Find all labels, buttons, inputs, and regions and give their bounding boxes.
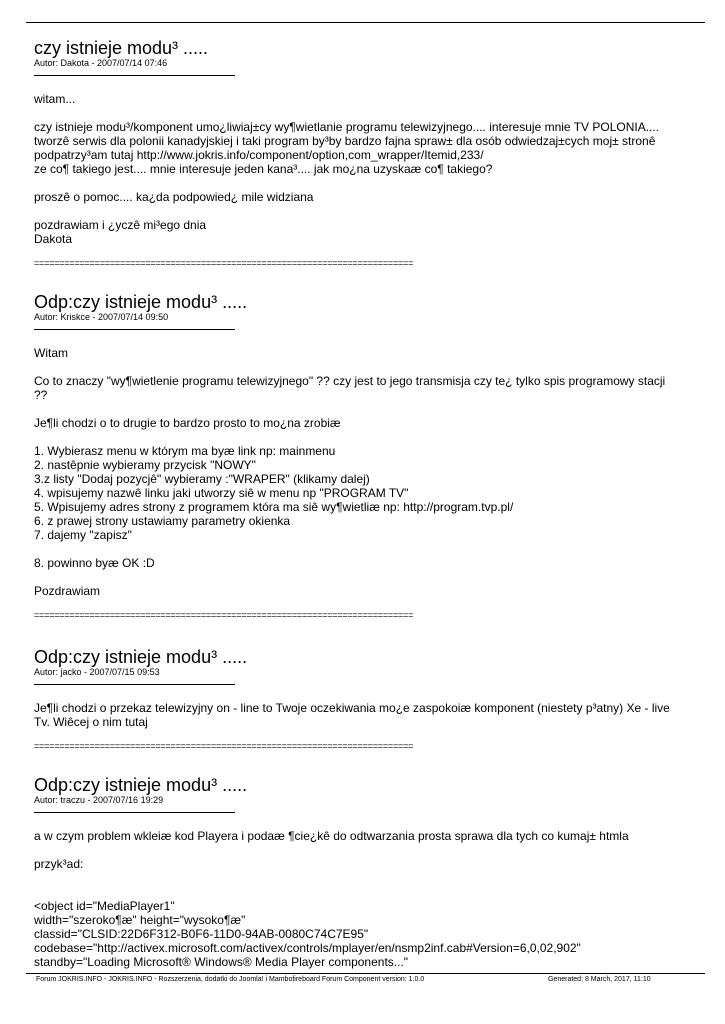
post-paragraph: witam... <box>34 92 76 106</box>
post-paragraph: Witam <box>34 346 68 360</box>
post-author-date: Autor: Dakota - 2007/07/14 07:46 <box>34 58 168 68</box>
post-paragraph: pozdrawiam i ¿yczê mi³ego dnia Dakota <box>34 218 207 246</box>
meta-divider <box>34 329 235 330</box>
header-rule <box>26 22 705 23</box>
post-separator: =========================================================================== <box>34 741 414 751</box>
post-separator: =========================================================================== <box>34 258 414 268</box>
post-author-date: Autor: Kriskce - 2007/07/14 09:50 <box>34 312 169 322</box>
forum-post <box>34 292 694 620</box>
post-title: Odp:czy istnieje modu³ ..... <box>34 292 248 312</box>
footer-source: Forum JOKRIS.INFO - JOKRIS.INFO - Rozszerzenia, dodatki do Joomla! i Mambofireboard Forum Component version: 1.0.0 <box>36 976 425 983</box>
forum-post <box>34 38 694 268</box>
meta-divider <box>34 75 235 76</box>
forum-post <box>34 647 694 751</box>
meta-divider <box>34 812 235 813</box>
footer-generated-date: Generated: 8 March, 2017, 11:10 <box>548 976 651 983</box>
post-paragraph: Co to znaczy "wy¶wietlenie programu telewizyjnego" ?? czy jest to jego transmisja czy te¿ tylko spis programowy stacji ?? <box>34 374 666 402</box>
post-paragraph: 8. powinno byæ OK :D <box>34 556 155 570</box>
code-snippet: <object id="MediaPlayer1" width="szeroko¶æ" height="wysoko¶æ" classid="CLSID:22D6F312-B0F6-11D0-94AB-0080C74C7E95" codebase="http://activex.microsoft.com/activex/controls/mplayer/en/nsmp2inf.cab#Version=6,0,02,902" standby="Loading Microsoft® Windows® Media Player components..." <box>34 899 581 969</box>
post-paragraph: proszê o pomoc.... ka¿da podpowied¿ mile widziana <box>34 190 314 204</box>
post-paragraph: Je¶li chodzi o to drugie to bardzo prosto to mo¿na zrobiæ <box>34 416 341 430</box>
post-paragraph: a w czym problem wkleiæ kod Playera i podaæ ¶cie¿kê do odtwarzania prosta sprawa dla tych co kumaj± htmla <box>34 829 629 843</box>
post-paragraph: czy istnieje modu³/komponent umo¿liwiaj±cy wy¶wietlanie programu telewizyjnego.... interesuje mnie TV POLONIA.... tworzê serwis dla polonii kanadyjskiej i taki program by³by bardzo fajna spraw± dla osób odwiedzaj±cych moj± stronê podpatrzy³am tutaj http://www.jokris.info/component/option,com_wrapper/Itemid,233/ ze co¶ takiego jest.... mnie interesuje jeden kana³.... jak mo¿na uzyskaæ co¶ takiego? <box>34 120 660 176</box>
post-paragraph: Pozdrawiam <box>34 584 101 598</box>
post-paragraph: 1. Wybierasz menu w którym ma byæ link np: mainmenu 2. nastêpnie wybieramy przycisk "NOWY" 3.z listy "Dodaj pozycjê" wybieramy :"WRAPER" (klikamy dalej) 4. wpisujemy nazwê linku jaki utworzy siê w menu np "PROGRAM TV" 5. Wpisujemy adres strony z programem która ma siê wy¶wietliæ np: http://program.tvp.pl/ 6. z prawej strony ustawiamy parametry okienka 7. dajemy "zapisz" <box>34 444 514 542</box>
footer-rule <box>26 973 705 974</box>
post-paragraph: przyk³ad: <box>34 857 84 871</box>
post-title: Odp:czy istnieje modu³ ..... <box>34 775 248 795</box>
post-paragraph: Je¶li chodzi o przekaz telewizyjny on - line to Twoje oczekiwania mo¿e zaspokoiæ komponent (niestety p³atny) Xe - live Tv. Wiêcej o nim tutaj <box>34 701 670 729</box>
post-title: Odp:czy istnieje modu³ ..... <box>34 647 248 667</box>
post-author-date: Autor: jacko - 2007/07/15 09:53 <box>34 667 160 677</box>
meta-divider <box>34 684 235 685</box>
forum-post <box>34 775 694 969</box>
post-separator: =========================================================================== <box>34 610 414 620</box>
post-title: czy istnieje modu³ ..... <box>34 38 209 58</box>
post-author-date: Autor: traczu - 2007/07/16 19:29 <box>34 795 164 805</box>
